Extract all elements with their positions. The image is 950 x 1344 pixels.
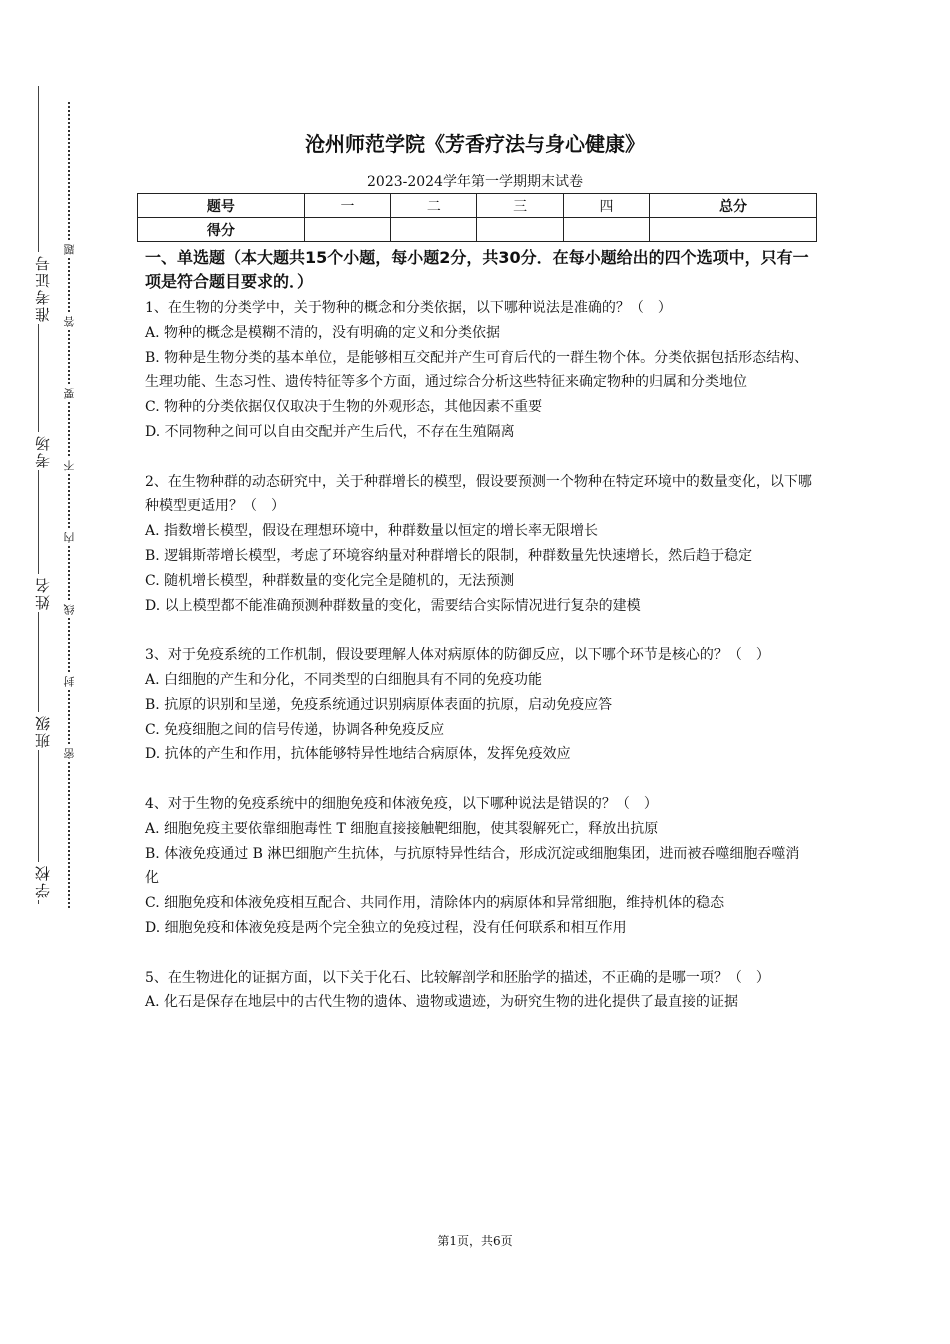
question-list: [145, 296, 813, 1040]
question-item: [145, 470, 813, 619]
question-item: [145, 296, 813, 445]
seal-char: 不: [63, 460, 76, 471]
seal-char: 题: [63, 244, 76, 255]
section-heading: 一、单选题（本大题共15个小题，每小题2分，共30分．在每小题给出的四个选项中，只有一项是符合题目要求的．）: [145, 248, 809, 291]
margin-label-exam-room: 考场: [34, 434, 52, 468]
seal-char: 线: [63, 604, 76, 615]
margin-solid-line: [38, 86, 39, 904]
page-number: 第1页，共6页: [437, 1234, 513, 1248]
margin-label-class: 班级: [34, 714, 52, 748]
margin-label-exam-id: 准考证号: [34, 254, 52, 322]
question-option: C. 细胞免疫和体液免疫相互配合、共同作用，清除体内的病原体和异常细胞，维持机体的稳态: [145, 895, 725, 912]
question-option: B. 体液免疫通过 B 淋巴细胞产生抗体，与抗原特异性结合，形成沉淀或细胞集团，进而被吞噬细胞吞噬消化: [145, 845, 800, 887]
score-table-cell: 得分: [138, 218, 305, 242]
question-option: C. 物种的分类依据仅仅取决于生物的外观形态，其他因素不重要: [145, 399, 543, 416]
score-table-cell: 四: [563, 194, 649, 218]
score-table: [137, 193, 817, 242]
question-option: A. 细胞免疫主要依靠细胞毒性 T 细胞直接接触靶细胞，使其裂解死亡，释放出抗原: [145, 820, 659, 837]
seal-char: 要: [63, 388, 76, 399]
score-input-cell[interactable]: [477, 218, 563, 242]
margin-label-name: 姓名: [34, 576, 52, 610]
score-input-cell[interactable]: [391, 218, 477, 242]
question-option: D. 细胞免疫和体液免疫是两个完全独立的免疫过程，没有任何联系和相互作用: [145, 919, 627, 936]
margin-label-school: 学校: [34, 864, 52, 898]
question-option: A. 物种的概念是模糊不清的，没有明确的定义和分类依据: [145, 324, 501, 341]
question-option: D. 不同物种之间可以自由交配并产生后代，不存在生殖隔离: [145, 423, 515, 440]
score-input-cell[interactable]: [304, 218, 390, 242]
score-table-cell: 一: [304, 194, 390, 218]
score-table-cell: 总分: [650, 194, 817, 218]
binding-margin: [0, 0, 120, 1344]
seal-char: 内: [63, 532, 76, 543]
margin-dotted-line: [68, 102, 70, 908]
question-stem: 4、对于生物的免疫系统中的细胞免疫和体液免疫，以下哪种说法是错误的？（ ）: [145, 795, 658, 812]
question-option: D. 以上模型都不能准确预测种群数量的变化，需要结合实际情况进行复杂的建模: [145, 597, 641, 614]
question-item: [145, 966, 813, 1016]
question-item: [145, 643, 813, 767]
score-table-score-row: [138, 218, 817, 242]
question-option: A. 化石是保存在地层中的古代生物的遗体、遗物或遗迹，为研究生物的进化提供了最直接的证据: [145, 994, 739, 1011]
question-item: [145, 792, 813, 941]
question-option: A. 指数增长模型，假设在理想环境中，种群数量以恒定的增长率无限增长: [145, 523, 599, 540]
score-table-cell: 三: [477, 194, 563, 218]
question-stem: 1、在生物的分类学中，关于物种的概念和分类依据，以下哪种说法是准确的？（ ）: [145, 300, 672, 316]
score-input-cell[interactable]: [650, 218, 817, 242]
seal-char: 封: [63, 676, 76, 687]
score-input-cell[interactable]: [563, 218, 649, 242]
question-stem: 2、在生物种群的动态研究中，关于种群增长的模型，假设要预测一个物种在特定环境中的数量变化，以下哪种模型更适用？（ ）: [145, 473, 812, 515]
question-option: A. 白细胞的产生和分化，不同类型的白细胞具有不同的免疫功能: [145, 671, 543, 688]
exam-subtitle: 2023-2024学年第一学期期末试卷: [367, 174, 583, 190]
question-option: B. 物种是生物分类的基本单位，是能够相互交配并产生可育后代的一群生物个体。分类依据包括形态结构、生理功能、生态习性、遗传特征等多个方面，通过综合分析这些特征来确定物种的归属和分类地位: [145, 349, 809, 391]
seal-char: 答: [63, 316, 76, 327]
question-option: C. 免疫细胞之间的信号传递，协调各种免疫反应: [145, 721, 445, 738]
question-option: B. 抗原的识别和呈递，免疫系统通过识别病原体表面的抗原，启动免疫应答: [145, 696, 613, 713]
score-table-header-row: [138, 194, 817, 218]
question-option: B. 逻辑斯蒂增长模型，考虑了环境容纳量对种群增长的限制，种群数量先快速增长，然后趋于稳定: [145, 547, 753, 564]
score-table-cell: 二: [391, 194, 477, 218]
question-stem: 5、在生物进化的证据方面，以下关于化石、比较解剖学和胚胎学的描述，不正确的是哪一项？（ ）: [145, 969, 770, 986]
seal-char: 密: [63, 748, 76, 759]
question-stem: 3、对于免疫系统的工作机制，假设要理解人体对病原体的防御反应，以下哪个环节是核心的？（ ）: [145, 647, 770, 664]
score-table-cell: 题号: [138, 194, 305, 218]
question-option: C. 随机增长模型，种群数量的变化完全是随机的，无法预测: [145, 572, 515, 589]
exam-title: 沧州师范学院《芳香疗法与身心健康》: [305, 132, 645, 156]
question-option: D. 抗体的产生和作用，抗体能够特异性地结合病原体，发挥免疫效应: [145, 746, 571, 763]
